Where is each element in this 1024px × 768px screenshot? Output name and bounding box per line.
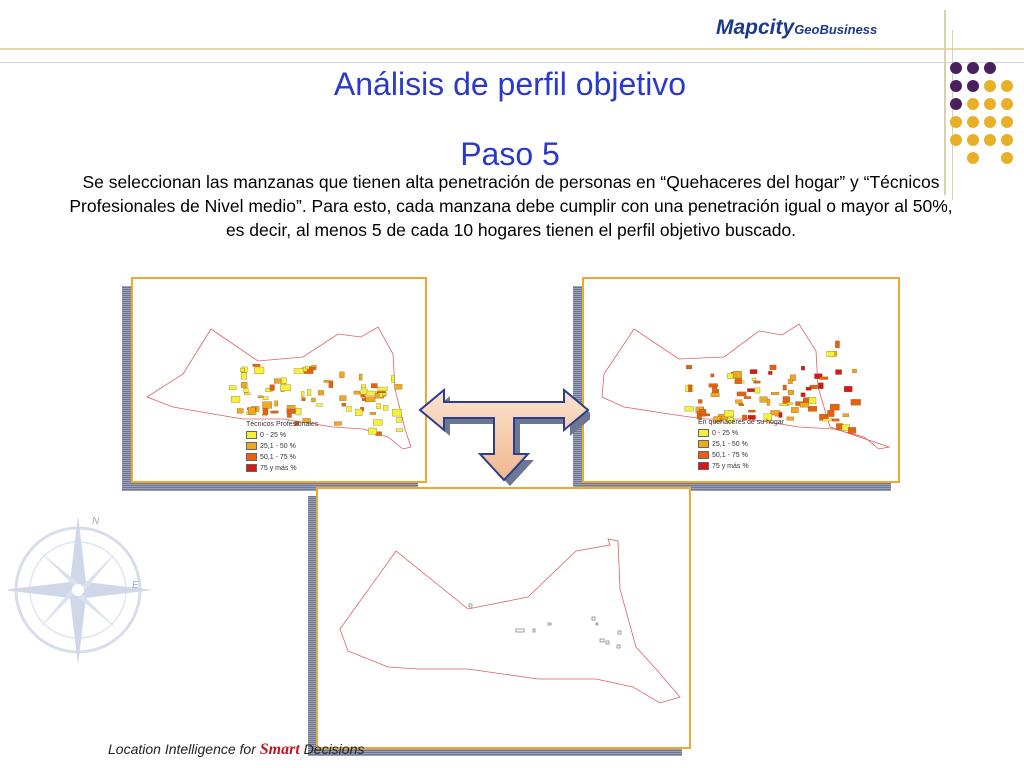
decorative-dot — [967, 116, 979, 128]
map-block — [755, 388, 760, 393]
map-block — [752, 378, 756, 380]
map-block — [302, 398, 306, 401]
map-block — [340, 396, 347, 401]
map-block — [355, 409, 362, 416]
result-map-panel — [316, 487, 691, 749]
map-block — [391, 376, 395, 383]
footer-prefix: Location Intelligence for — [108, 741, 260, 757]
map-block — [830, 404, 839, 410]
left-map-legend — [246, 419, 318, 474]
map-block — [801, 366, 804, 370]
map-block — [808, 406, 817, 411]
map-block — [237, 409, 243, 414]
map-block — [340, 372, 345, 378]
footer-tagline — [108, 741, 364, 759]
map-block — [362, 398, 366, 401]
footer-smart: Smart — [259, 741, 300, 758]
decorative-dot — [967, 134, 979, 146]
map-block — [361, 389, 368, 395]
map-block — [373, 420, 382, 426]
legend-swatch — [698, 451, 709, 459]
map-block — [254, 367, 264, 374]
map-block — [735, 400, 742, 403]
map-block — [771, 392, 779, 394]
map-block — [379, 393, 382, 397]
mapcity-logo — [716, 16, 877, 40]
map-block — [767, 399, 770, 406]
legend-swatch — [246, 442, 257, 450]
header-divider-secondary — [0, 62, 1024, 63]
header-divider — [0, 48, 1024, 50]
map-block — [843, 414, 849, 417]
map-block — [827, 351, 835, 357]
map-block — [820, 377, 828, 380]
right-legend-title: En quehaceres de su hogar — [698, 419, 785, 426]
map-block — [377, 404, 381, 409]
map-block — [316, 404, 322, 407]
page-subtitle: Paso 5 — [460, 136, 560, 172]
left-map-panel — [131, 277, 427, 483]
decorative-dot — [1001, 116, 1013, 128]
map-block — [296, 408, 301, 415]
map-block — [747, 389, 754, 392]
legend-swatch — [698, 462, 709, 470]
map-block — [770, 365, 776, 370]
map-block — [270, 385, 275, 391]
map-block — [240, 368, 244, 372]
compass-rose-icon — [8, 510, 158, 740]
map-block — [301, 392, 304, 397]
map-block — [253, 364, 260, 366]
map-block — [395, 384, 403, 389]
decorative-dot — [950, 98, 962, 110]
map-block — [711, 374, 714, 377]
logo-sub-text: GeoBusiness — [794, 22, 878, 37]
map-block — [397, 417, 403, 422]
decorative-dot — [967, 62, 979, 74]
map-block — [263, 402, 272, 409]
map-block — [392, 409, 402, 416]
map-block — [739, 404, 744, 406]
left-legend-item — [246, 430, 318, 441]
decorative-dot — [950, 62, 962, 74]
map-block — [361, 385, 366, 388]
right-legend-item — [698, 450, 784, 461]
legend-label: 75 y más % — [260, 465, 297, 472]
map-block — [281, 385, 291, 391]
left-legend-item — [246, 463, 318, 474]
right-legend-item — [698, 461, 784, 472]
map-block — [274, 379, 281, 384]
left-legend-item — [246, 441, 318, 452]
decorative-dot-grid — [944, 58, 1024, 183]
legend-swatch — [246, 431, 257, 439]
map-block — [241, 373, 247, 380]
left-legend-item — [246, 452, 318, 463]
map-block — [760, 397, 768, 403]
decorative-dot — [984, 134, 996, 146]
map-block — [823, 419, 833, 421]
legend-label: 25,1 - 50 % — [712, 441, 748, 448]
map-block — [369, 428, 377, 434]
map-block — [832, 419, 839, 421]
map-block — [699, 409, 706, 415]
right-map-panel — [582, 277, 900, 483]
decorative-dot — [950, 116, 962, 128]
compass-n-label: N — [92, 516, 100, 527]
right-legend-item — [698, 439, 784, 450]
map-block — [698, 400, 702, 404]
map-block — [848, 427, 856, 433]
map-block — [744, 397, 751, 399]
decorative-dot — [984, 98, 996, 110]
legend-label: 50,1 - 75 % — [260, 454, 296, 461]
map-block — [750, 370, 757, 374]
map-block — [851, 399, 861, 405]
map-block — [371, 384, 377, 389]
map-block — [733, 371, 742, 378]
legend-swatch — [246, 464, 257, 472]
result-map-image — [318, 489, 689, 747]
legend-label: 75 y más % — [712, 463, 749, 470]
map-block — [844, 386, 852, 392]
map-block — [231, 396, 240, 402]
map-block — [281, 378, 286, 384]
decorative-dot — [1001, 80, 1013, 92]
map-block — [294, 369, 304, 374]
decorative-dot — [984, 80, 996, 92]
map-block — [737, 392, 746, 396]
decorative-dot — [1001, 98, 1013, 110]
decorative-dot — [950, 134, 962, 146]
map-block — [787, 402, 792, 404]
map-block — [342, 403, 346, 406]
legend-label: 0 - 25 % — [712, 430, 739, 437]
map-block — [788, 379, 792, 384]
logo-main-text: Mapcity — [716, 16, 795, 39]
legend-swatch — [698, 429, 709, 437]
map-block — [688, 385, 691, 392]
map-block — [396, 429, 403, 432]
decorative-dot — [1001, 134, 1013, 146]
merge-arrow-icon — [418, 388, 590, 488]
map-block — [318, 390, 324, 395]
decorative-dot — [967, 152, 979, 164]
map-block — [806, 387, 811, 390]
map-block — [685, 407, 694, 412]
legend-label: 25,1 - 50 % — [260, 443, 296, 450]
map-block — [818, 383, 823, 389]
legend-label: 50,1 - 75 % — [712, 452, 748, 459]
map-block — [287, 414, 291, 418]
map-block — [783, 397, 790, 404]
map-block — [709, 384, 718, 388]
map-block — [354, 391, 360, 394]
map-block — [748, 410, 755, 412]
map-block — [367, 391, 376, 395]
map-block — [275, 401, 278, 406]
map-block — [263, 408, 268, 415]
map-block — [347, 407, 352, 412]
map-block — [801, 393, 805, 397]
map-block — [735, 378, 741, 383]
left-legend-title: Técnicos Profesionales — [246, 421, 319, 428]
map-block — [334, 422, 341, 426]
map-block — [852, 369, 856, 373]
right-map-legend — [698, 417, 784, 472]
map-block — [712, 387, 717, 393]
map-block — [359, 374, 362, 380]
description-text: Se seleccionan las manzanas que tienen alta penetración de personas en “Quehaceres del hogar” y “Técnicos Profesionales de Nivel medio”. Para esto, cada manzana debe cumplir con una penetración igual o mayor al 50%, es decir, al menos 5 de cada 10 hogares tienen el perfil objetivo buscado. — [69, 172, 953, 240]
right-legend-item — [698, 428, 784, 439]
decorative-dot — [967, 80, 979, 92]
decorative-dot — [984, 116, 996, 128]
map-block — [783, 385, 787, 390]
decorative-dot — [984, 62, 996, 74]
map-block — [287, 405, 295, 408]
map-block — [244, 388, 249, 392]
map-block — [365, 397, 375, 402]
map-block — [686, 365, 691, 369]
decorative-dot — [967, 98, 979, 110]
map-block — [787, 417, 794, 421]
map-block — [307, 389, 311, 396]
decorative-dot — [1001, 152, 1013, 164]
map-block — [768, 371, 772, 375]
map-block — [271, 411, 279, 413]
map-block — [263, 397, 268, 400]
footer-suffix: Decisions — [299, 741, 365, 757]
map-block — [309, 367, 315, 370]
map-block — [258, 396, 263, 398]
map-block — [711, 393, 719, 397]
map-block — [324, 380, 330, 382]
decorative-dot — [950, 80, 962, 92]
legend-swatch — [246, 453, 257, 461]
map-block — [800, 403, 809, 408]
map-block — [754, 381, 761, 383]
map-block — [248, 407, 255, 414]
legend-swatch — [698, 440, 709, 448]
map-block — [835, 341, 839, 348]
map-block — [836, 370, 842, 375]
map-block — [241, 382, 247, 387]
map-block — [312, 398, 316, 402]
map-block — [244, 393, 250, 395]
page-title: Análisis de perfil objetivo — [333, 66, 687, 102]
map-block — [791, 407, 798, 412]
map-block — [809, 397, 816, 404]
map-block — [287, 409, 296, 414]
map-block — [370, 412, 376, 414]
map-block — [788, 390, 794, 394]
map-block — [383, 405, 388, 410]
compass-e-label: E — [132, 580, 139, 591]
map-block — [724, 410, 734, 417]
map-block — [828, 410, 835, 416]
map-block — [229, 386, 236, 390]
legend-label: 0 - 25 % — [260, 432, 287, 439]
map-block — [378, 387, 388, 391]
